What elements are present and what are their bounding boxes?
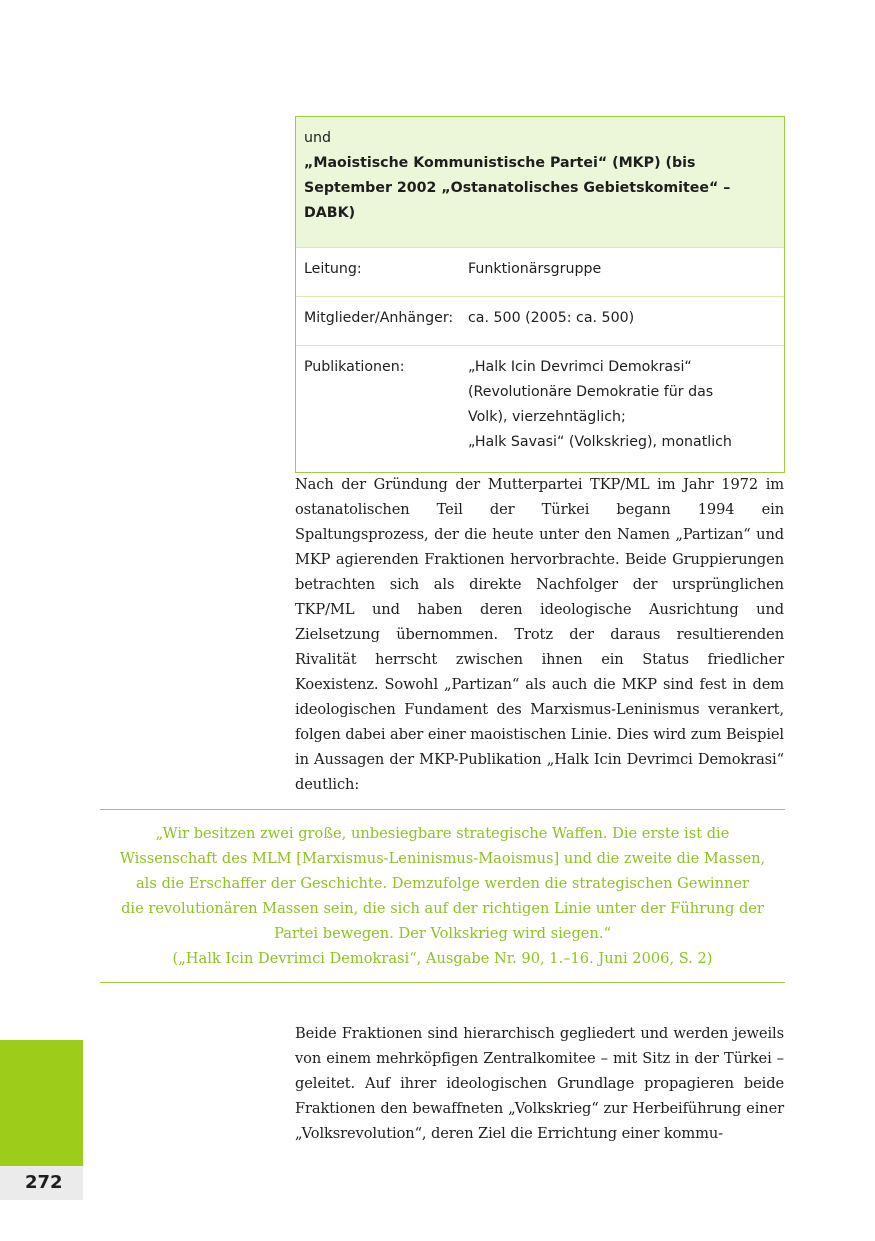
info-value-line: „Halk Icin Devrimci Demokrasi“ bbox=[468, 359, 692, 375]
info-value-line: Volk), vierzehntäglich; bbox=[468, 409, 626, 425]
quote-line: Partei bewegen. Der Volkskrieg wird siegen.“ bbox=[274, 925, 611, 942]
info-box-organization-former-name: September 2002 „Ostanatolisches Gebietskomitee“ – DABK) bbox=[304, 180, 731, 221]
info-value-line: Funktionärsgruppe bbox=[468, 261, 602, 277]
info-value bbox=[468, 355, 776, 455]
info-value bbox=[468, 257, 776, 282]
body-paragraph-1: Nach der Gründung der Mutterpartei TKP/ML im Jahr 1972 im ostanatolischen Teil der Türkei begann 1994 ein Spaltungsprozess, der die heute unter den Namen „Partizan“ und MKP agierenden Fraktionen hervorbrachte. Beide Gruppierungen betrachten sich als direkte Nachfolger der ursprünglichen TKP/ML und haben deren ideologische Ausrichtung und Zielsetzung übernommen. Trotz der daraus resultierenden Rivalität herrscht zwischen ihnen ein Status friedlicher Koexistenz. Sowohl „Partizan“ als auch die MKP sind fest in dem ideologischen Fundament des Marxismus-Leninismus verankert, folgen dabei aber einer maoistischen Linie. Dies wird zum Beispiel in Aussagen der MKP-Publikation „Halk Icin Devrimci Demokrasi“ deutlich: bbox=[295, 476, 784, 793]
quote-line: die revolutionären Massen sein, die sich auf der richtigen Linie unter der Führung der bbox=[121, 900, 764, 917]
info-box-header-line1: und bbox=[304, 130, 331, 146]
info-box-header bbox=[296, 117, 784, 248]
body-paragraph-2: Beide Fraktionen sind hierarchisch gegliedert und werden jeweils von einem mehrköpfigen Zentralkomitee – mit Sitz in der Türkei – geleitet. Auf ihrer ideologischen Grundlage propagieren beide Fraktionen den bewaffneten „Volkskrieg“ zur Herbeiführung einer „Volksrevolution“, deren Ziel die Errichtung einer kommu- bbox=[295, 1025, 784, 1142]
quote-line: „Wir besitzen zwei große, unbesiegbare strategische Waffen. Die erste ist die bbox=[155, 825, 730, 842]
info-value-line: (Revolutionäre Demokratie für das bbox=[468, 384, 714, 400]
info-row-leadership bbox=[296, 248, 784, 296]
info-box bbox=[295, 116, 785, 473]
quote-line: als die Erschaffer der Geschichte. Demzufolge werden die strategischen Gewinner bbox=[135, 875, 750, 892]
quote-line: Wissenschaft des MLM [Marxismus-Leninismus-Maoismus] und die zweite die Massen, bbox=[119, 850, 766, 867]
page-number: 272 bbox=[0, 1166, 83, 1200]
info-box-organization-name: „Maoistische Kommunistische Partei“ (MKP) (bis bbox=[304, 155, 696, 171]
info-label: Leitung: bbox=[304, 261, 362, 277]
info-label: Mitglieder/Anhänger: bbox=[304, 310, 454, 326]
info-row-members bbox=[296, 296, 784, 345]
block-quote bbox=[100, 809, 785, 983]
page-accent-bar bbox=[0, 1040, 83, 1166]
info-value-line: „Halk Savasi“ (Volkskrieg), monatlich bbox=[468, 434, 732, 450]
info-value-line: ca. 500 (2005: ca. 500) bbox=[468, 310, 635, 326]
info-label: Publikationen: bbox=[304, 359, 405, 375]
info-row-publications bbox=[296, 345, 784, 472]
info-value bbox=[468, 306, 776, 331]
quote-source: („Halk Icin Devrimci Demokrasi“, Ausgabe Nr. 90, 1.–16. Juni 2006, S. 2) bbox=[172, 950, 713, 967]
